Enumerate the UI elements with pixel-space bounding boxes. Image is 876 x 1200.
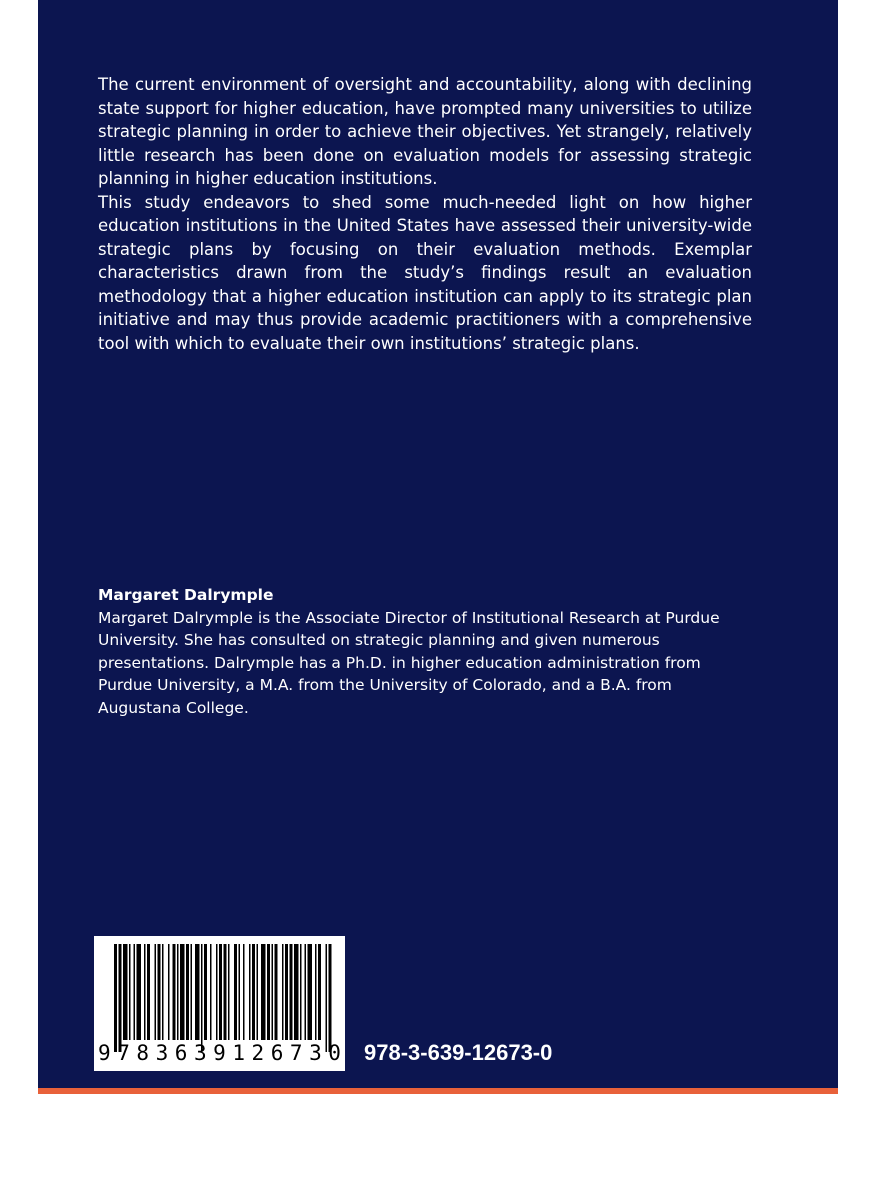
barcode-digit: 1	[232, 1041, 245, 1065]
isbn-number: 978-3-639-12673-0	[364, 1040, 553, 1065]
barcode-bar	[249, 944, 251, 1040]
barcode-digit: 0	[328, 1041, 341, 1065]
author-block	[98, 584, 738, 719]
barcode-digit: 9	[98, 1041, 111, 1065]
barcode-bar	[305, 944, 307, 1040]
cover-blurb	[98, 73, 752, 355]
barcode-digit: 7	[117, 1041, 130, 1065]
barcode-bar	[282, 944, 284, 1040]
barcode-bar	[123, 944, 128, 1040]
barcode-bar	[173, 944, 176, 1040]
barcode-bar	[275, 944, 278, 1040]
barcode-bar	[180, 944, 185, 1040]
author-name: Margaret Dalrymple	[98, 586, 274, 604]
barcode-bar	[300, 944, 302, 1040]
barcode-bar	[210, 944, 212, 1040]
barcode	[94, 936, 345, 1071]
barcode-bar	[195, 944, 200, 1040]
barcode-bar	[114, 944, 117, 1052]
barcode-bar	[308, 944, 313, 1040]
barcode-bar	[147, 944, 150, 1040]
barcode-bar	[294, 944, 299, 1040]
barcode-bar	[290, 944, 293, 1040]
barcode-digit: 3	[193, 1041, 207, 1065]
barcode-bar	[239, 944, 241, 1040]
barcode-bar	[326, 944, 328, 1052]
barcode-bar	[243, 944, 245, 1040]
barcode-bar	[318, 944, 321, 1040]
barcode-bar	[267, 944, 270, 1040]
barcode-bar	[257, 944, 259, 1040]
barcode-bar	[155, 944, 157, 1040]
barcode-digit: 6	[270, 1041, 284, 1065]
barcode-digits	[98, 1039, 341, 1067]
barcode-bar	[191, 944, 193, 1040]
barcode-bar	[158, 944, 161, 1040]
barcode-digit: 2	[251, 1041, 265, 1065]
barcode-bar	[204, 944, 207, 1040]
accent-stripe	[38, 1088, 838, 1094]
barcode-bar	[315, 944, 317, 1040]
barcode-bar	[272, 944, 274, 1040]
barcode-digit: 8	[136, 1041, 150, 1065]
barcode-bar	[219, 944, 222, 1040]
barcode-bar	[285, 944, 288, 1040]
author-bio: Margaret Dalrymple is the Associate Director of Institutional Research at Purdue University. She has consulted on strategic planning and given numerous presentations. Dalrymple has a Ph.D. in higher education administration from Purdue University, a M.A. from the University of Colorado, and a B.A. from Augustana College.	[98, 608, 720, 717]
barcode-bar	[134, 944, 136, 1040]
barcode-bar	[252, 944, 255, 1040]
barcode-digit: 3	[155, 1041, 169, 1065]
barcode-bar	[201, 944, 203, 1052]
barcode-digit: 7	[289, 1041, 303, 1065]
barcode-bar	[162, 944, 164, 1040]
blurb-paragraph-1: The current environment of oversight and accountability, along with declining state support for higher education, have prompted many universities to utilize strategic planning in order to achieve their objectives. Yet strangely, relatively little research has been done on evaluation models for assessing strategic planning in higher education institutions.	[98, 75, 752, 188]
barcode-bar	[119, 944, 122, 1052]
barcode-digit: 3	[309, 1041, 322, 1065]
barcode-bar	[186, 944, 189, 1040]
barcode-bar	[329, 944, 332, 1052]
barcode-bar	[216, 944, 218, 1040]
barcode-bar	[129, 944, 131, 1040]
barcode-bar	[177, 944, 179, 1040]
barcode-bar	[168, 944, 170, 1040]
barcode-bar	[234, 944, 237, 1040]
blurb-paragraph-2: This study endeavors to shed some much-needed light on how higher education institutions in the United States have assessed their university-wide strategic plans by focusing on their evaluation methods. Exemplar characteristics drawn from the study’s findings result an evaluation methodology that a higher education institution can apply to its strategic plan initiative and may thus provide academic practitioners with a comprehensive tool with which to evaluate their own institutions’ strategic plans.	[98, 192, 752, 353]
barcode-bar	[224, 944, 227, 1040]
barcode-bar	[144, 944, 146, 1040]
barcode-bar	[137, 944, 142, 1040]
barcode-bar	[228, 944, 230, 1040]
barcode-digit: 9	[213, 1041, 226, 1065]
barcode-digit: 6	[174, 1041, 188, 1065]
barcode-bar	[261, 944, 266, 1040]
